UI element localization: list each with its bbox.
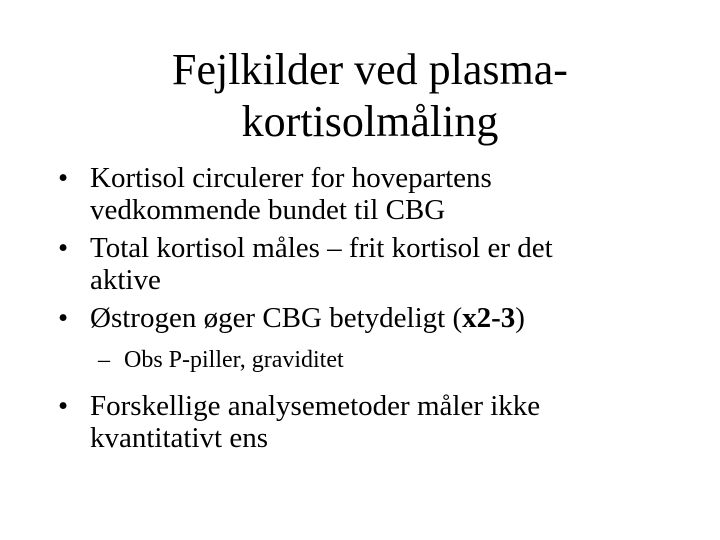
bullet-2-line-1: Total kortisol måles – frit kortisol er det	[90, 232, 553, 264]
bullet-2-line-2: aktive	[90, 264, 161, 296]
sub-bullet-item	[0, 346, 720, 374]
bullet-list	[0, 162, 720, 454]
bullet-item-1	[0, 162, 720, 226]
bullet-marker: •	[58, 232, 69, 264]
bullet-item-3	[0, 302, 720, 334]
sub-bullet-text: Obs P-piller, graviditet	[124, 347, 344, 373]
title-line-1: Fejlkilder ved plasma-	[172, 45, 568, 94]
slide-title	[60, 44, 680, 148]
bullet-marker: •	[58, 302, 69, 334]
bullet-marker: •	[58, 390, 69, 422]
bullet-item-4	[0, 390, 720, 454]
bullet-item-2	[0, 232, 720, 296]
bullet-3-text-before: Østrogen øger CBG betydeligt (	[90, 302, 463, 334]
bullet-marker: •	[58, 162, 69, 194]
bullet-1-line-2: vedkommende bundet til CBG	[90, 194, 446, 226]
bullet-4-line-2: kvantitativt ens	[90, 422, 268, 454]
bullet-3-bold-factor: x2-3	[462, 302, 516, 334]
bullet-3-line-1	[90, 302, 690, 334]
title-line-2: kortisolmåling	[241, 97, 499, 146]
bullet-4-line-1: Forskellige analysemetoder måler ikke	[90, 390, 541, 422]
bullet-1-line-1: Kortisol circulerer for hovepartens	[90, 162, 492, 194]
bullet-3-text-after: )	[515, 302, 525, 334]
sub-bullet-marker: –	[98, 347, 110, 373]
